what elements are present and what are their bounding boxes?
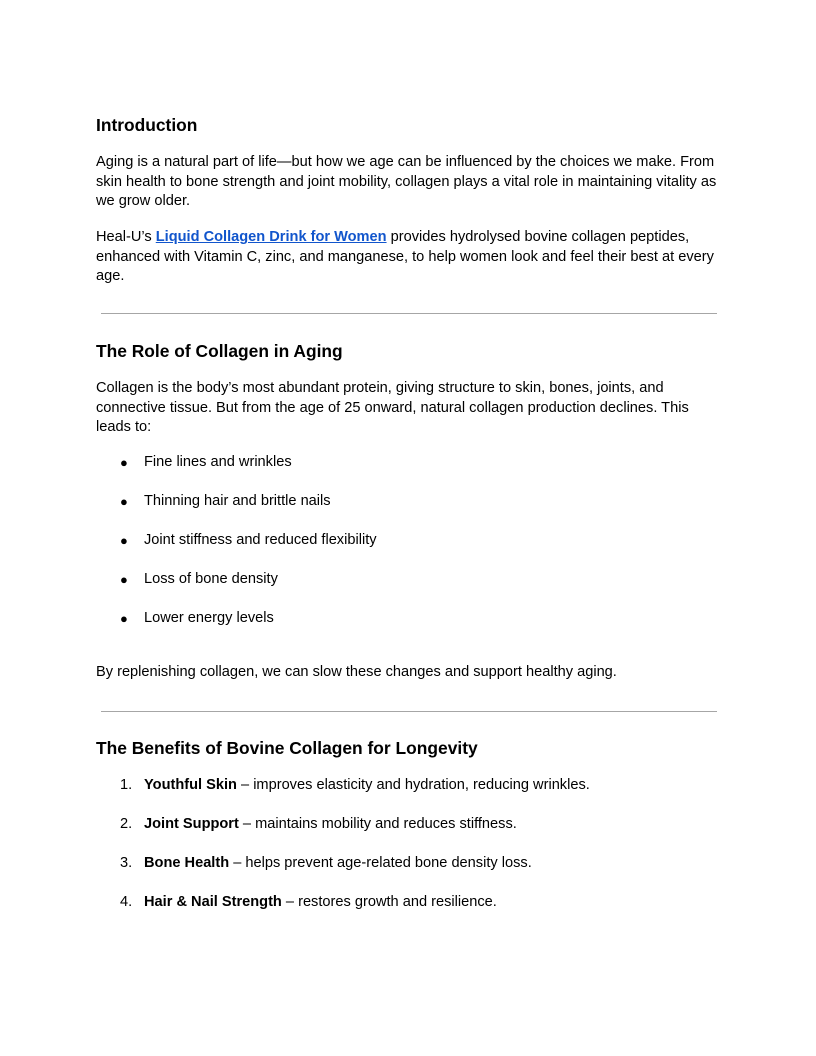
- benefits-heading: The Benefits of Bovine Collagen for Longevity: [96, 738, 478, 758]
- list-item: [96, 776, 590, 815]
- list-item: [96, 815, 590, 854]
- list-item: [96, 453, 377, 492]
- product-paragraph-prefix: Heal-U’s: [96, 229, 156, 245]
- benefit-description: – restores growth and resilience.: [281, 894, 497, 910]
- benefit-description: – maintains mobility and reduces stiffness.: [238, 816, 517, 832]
- introduction-heading: Introduction: [96, 115, 198, 135]
- list-item-text: Fine lines and wrinkles: [144, 454, 292, 470]
- list-item-text: Loss of bone density: [144, 571, 278, 587]
- benefit-description: – helps prevent age-related bone density loss.: [229, 855, 532, 871]
- section-divider: [101, 313, 717, 314]
- list-item-text: Thinning hair and brittle nails: [144, 493, 331, 509]
- list-item: [96, 609, 377, 648]
- aging-effects-list: [96, 453, 377, 648]
- benefit-title: Bone Health: [144, 855, 230, 871]
- list-item: [96, 531, 377, 570]
- product-paragraph: [96, 228, 724, 287]
- product-link[interactable]: Liquid Collagen Drink for Women: [155, 229, 387, 245]
- benefits-list: [96, 776, 590, 932]
- bullet-icon: ●: [120, 533, 128, 548]
- list-item: [96, 570, 377, 609]
- section-divider: [101, 711, 717, 712]
- list-item: [96, 854, 590, 893]
- bullet-icon: ●: [120, 611, 128, 626]
- list-number: 4.: [120, 894, 133, 910]
- list-item-text: Joint stiffness and reduced flexibility: [144, 532, 377, 548]
- role-heading: The Role of Collagen in Aging: [96, 341, 343, 361]
- benefit-title: Hair & Nail Strength: [144, 894, 282, 910]
- bullet-icon: ●: [120, 572, 128, 587]
- list-item: [96, 893, 590, 932]
- benefit-title: Youthful Skin: [144, 777, 237, 793]
- product-paragraph-suffix: provides hydrolysed bovine collagen peptides, enhanced with Vitamin C, zinc, and manganese, to help women look and feel their best at every age.: [96, 229, 714, 284]
- list-item: [96, 492, 377, 531]
- benefit-description: – improves elasticity and hydration, reducing wrinkles.: [236, 777, 590, 793]
- bullet-icon: ●: [120, 455, 128, 470]
- bullet-icon: ●: [120, 494, 128, 509]
- list-item-text: Lower energy levels: [144, 610, 274, 626]
- list-number: 1.: [120, 777, 133, 793]
- role-paragraph: Collagen is the body’s most abundant protein, giving structure to skin, bones, joints, and connective tissue. But from the age of 25 onward, natural collagen production declines. This leads to:: [96, 380, 689, 435]
- role-closing-paragraph: By replenishing collagen, we can slow these changes and support healthy aging.: [96, 664, 617, 680]
- introduction-paragraph: Aging is a natural part of life—but how we age can be influenced by the choices we make. From skin health to bone strength and joint mobility, collagen plays a vital role in maintaining vitality as we grow older.: [96, 154, 717, 209]
- list-number: 3.: [120, 855, 133, 871]
- list-number: 2.: [120, 816, 133, 832]
- benefit-title: Joint Support: [144, 816, 239, 832]
